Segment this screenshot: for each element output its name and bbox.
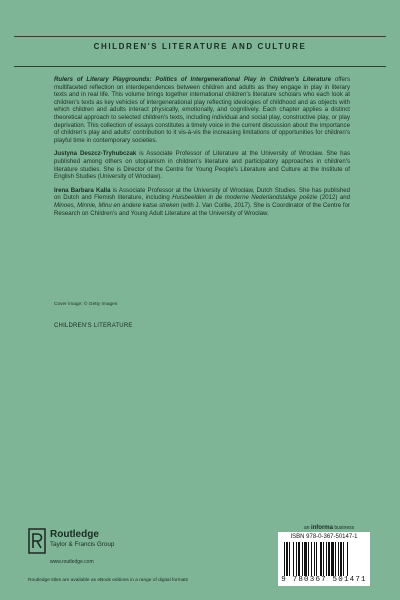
ebook-note: Routledge titles are available as eBook editions in a range of digital formats [28,578,188,583]
back-cover-text [54,76,350,223]
series-header [0,0,400,67]
informa-suffix: business [334,525,355,531]
blurb-text: offers multifaceted reflection on interdependences between children and adults as they engage in play in literary texts and in real life. This volume brings together international children's literature scholars who each look at children's texts as key vehicles of intergenerational play reflecting ideologies of childhood and as objects with which children and adults interact physically, emotionally, and cognitively. Each chapter applies a distinct theoretical approach to selected children's texts, including individual and social play, constructive play, or play deprivation. This collection of essays constitutes a timely voice in the current discussion about the importance of children's play and adults' contribution to it vis-à-vis the increasing limitations of opportunities for children's playful time in contemporary societies. [54,76,350,144]
isbn-label: ISBN 978-0-367-50147-1 [290,534,358,540]
editor2-bio-text-1: is Associate Professor at the University of Wrocław, Dutch Studies. She has published on Dutch and Flemish literature, including [54,186,350,202]
publisher-subtitle: Taylor & Francis Group [50,541,115,548]
editor1-bio-text: is Associate Professor of Literature at the University of Wrocław. She has published among others on utopianism in children's literature and participatory approaches in children's literature studies. She is Director of the Centre for Young People's Literature and Culture at the Institute of English Studies (University of Wrocław). [54,150,350,181]
book-title: Rulers of Literary Playgrounds: Politics of Intergenerational Play in Children's Literature [54,76,331,83]
informa-brand: informa [310,525,333,531]
barcode-icon [284,542,364,576]
informa-prefix: an [304,525,310,531]
publisher-url: www.routledge.com [50,559,94,565]
publisher-block [28,528,168,568]
editor1-name: Justyna Deszcz-Tryhubczak [54,150,137,158]
top-rule [14,36,386,37]
editor2-work-1: Huisbeelden in de moderne Nederlandstalige poëzie [172,194,318,202]
routledge-r-logo-icon [28,528,46,554]
informa-business-label [304,525,354,531]
editor2-name: Irena Barbara Kalla [54,186,111,194]
blurb-paragraph [54,76,350,144]
cover-credit: Cover image: © Getty Images [54,302,118,307]
publisher-name: Routledge [50,529,99,540]
barcode-box [278,532,370,586]
editor2-bio [54,187,350,217]
editor1-bio [54,150,350,180]
barcode-digits: 9 780367 501471 [281,576,367,584]
editor2-bio-text-2: (2012) and [319,194,350,202]
bottom-rule [14,66,386,67]
category-label: CHILDREN'S LITERATURE [54,323,133,329]
editor2-work-2: Minoes, Minnie, Minu en andere katse streken [54,201,180,209]
editor2-bio-text-3: (with J. Van Coillie, 2017). She is Coordinator of the Centre for Research on Children's and Young Adult Literature at the University of Wrocław. [54,201,350,217]
series-title: CHILDREN'S LITERATURE AND CULTURE [93,42,307,51]
